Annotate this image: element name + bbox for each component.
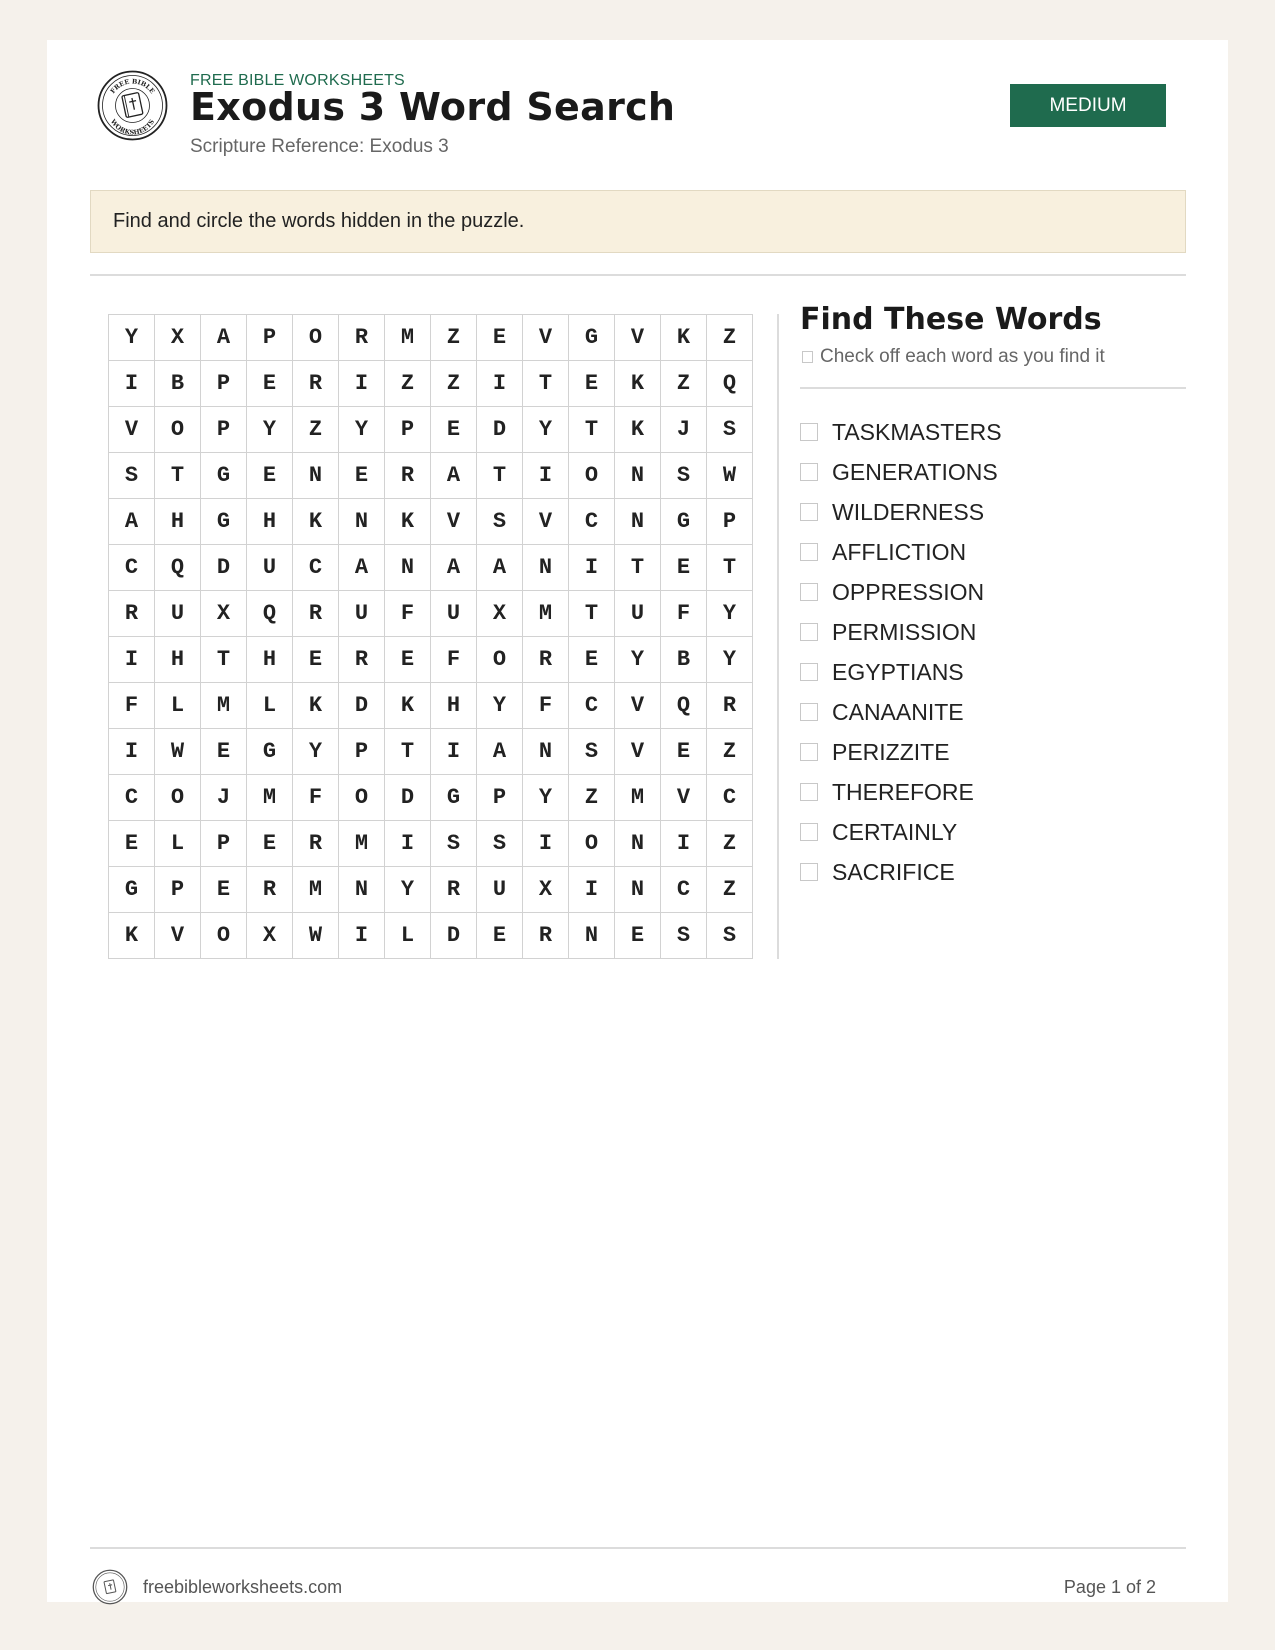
grid-cell[interactable]: K	[293, 683, 339, 729]
word-checkbox[interactable]	[800, 783, 818, 801]
grid-cell[interactable]: M	[201, 683, 247, 729]
grid-cell[interactable]: N	[615, 453, 661, 499]
grid-cell[interactable]: I	[109, 637, 155, 683]
grid-cell[interactable]: O	[339, 775, 385, 821]
worksheet-page	[47, 40, 1228, 1602]
grid-cell[interactable]: F	[109, 683, 155, 729]
word-checkbox[interactable]	[800, 663, 818, 681]
grid-cell[interactable]: U	[155, 591, 201, 637]
grid-cell[interactable]: J	[661, 407, 707, 453]
grid-cell[interactable]: D	[477, 407, 523, 453]
grid-cell[interactable]: Z	[385, 361, 431, 407]
grid-cell[interactable]: Z	[707, 729, 753, 775]
grid-cell[interactable]: S	[707, 913, 753, 959]
word-text: PERIZZITE	[832, 738, 950, 765]
grid-cell[interactable]: F	[523, 683, 569, 729]
grid-cell[interactable]: P	[477, 775, 523, 821]
grid-row	[109, 361, 753, 407]
grid-cell[interactable]: R	[293, 361, 339, 407]
grid-cell[interactable]: E	[247, 361, 293, 407]
word-list-subtitle-text: Check off each word as you find it	[820, 346, 1105, 367]
grid-cell[interactable]: I	[109, 361, 155, 407]
grid-cell[interactable]: V	[661, 775, 707, 821]
grid-cell[interactable]: R	[707, 683, 753, 729]
bible-seal-logo-icon	[97, 70, 168, 141]
word-list-item	[800, 572, 1002, 612]
grid-cell[interactable]: D	[339, 683, 385, 729]
grid-cell[interactable]: T	[523, 361, 569, 407]
grid-cell[interactable]: K	[661, 315, 707, 361]
grid-cell[interactable]: R	[339, 637, 385, 683]
grid-cell[interactable]: E	[109, 821, 155, 867]
word-list-item	[800, 692, 1002, 732]
grid-cell[interactable]: N	[523, 729, 569, 775]
grid-row	[109, 637, 753, 683]
grid-cell[interactable]: Q	[707, 361, 753, 407]
grid-cell[interactable]: X	[523, 867, 569, 913]
grid-cell[interactable]: V	[155, 913, 201, 959]
grid-cell[interactable]: O	[477, 637, 523, 683]
grid-cell[interactable]: G	[201, 499, 247, 545]
word-checkbox[interactable]	[800, 623, 818, 641]
grid-cell[interactable]: S	[109, 453, 155, 499]
logo-ring-bottom-text: WORKSHEETS	[108, 117, 157, 137]
grid-cell[interactable]: K	[615, 361, 661, 407]
word-list-item	[800, 612, 1002, 652]
grid-cell[interactable]: A	[477, 729, 523, 775]
grid-cell[interactable]: V	[615, 729, 661, 775]
grid-cell[interactable]: W	[293, 913, 339, 959]
grid-cell[interactable]: E	[247, 821, 293, 867]
grid-cell[interactable]: O	[201, 913, 247, 959]
grid-cell[interactable]: G	[661, 499, 707, 545]
grid-cell[interactable]: H	[247, 637, 293, 683]
grid-cell[interactable]: Z	[293, 407, 339, 453]
grid-cell[interactable]: I	[385, 821, 431, 867]
grid-row	[109, 683, 753, 729]
grid-cell[interactable]: C	[569, 683, 615, 729]
word-text: CANAANITE	[832, 698, 964, 725]
grid-cell[interactable]: U	[247, 545, 293, 591]
word-text: AFFLICTION	[832, 538, 967, 565]
grid-cell[interactable]: S	[569, 729, 615, 775]
grid-cell[interactable]: C	[707, 775, 753, 821]
grid-cell[interactable]: V	[523, 499, 569, 545]
grid-cell[interactable]: L	[155, 821, 201, 867]
grid-row	[109, 775, 753, 821]
grid-cell[interactable]: Y	[615, 637, 661, 683]
grid-cell[interactable]: H	[247, 499, 293, 545]
grid-cell[interactable]: D	[201, 545, 247, 591]
grid-cell[interactable]: Y	[523, 407, 569, 453]
grid-row	[109, 591, 753, 637]
grid-cell[interactable]: Y	[707, 637, 753, 683]
word-list-item	[800, 452, 1002, 492]
word-text: WILDERNESS	[832, 498, 985, 525]
grid-cell[interactable]: E	[431, 407, 477, 453]
grid-cell[interactable]: R	[339, 315, 385, 361]
grid-cell[interactable]: T	[155, 453, 201, 499]
grid-cell[interactable]: Q	[155, 545, 201, 591]
grid-cell[interactable]: N	[385, 545, 431, 591]
header-divider	[90, 274, 1186, 276]
grid-cell[interactable]: P	[201, 407, 247, 453]
grid-cell[interactable]: N	[339, 499, 385, 545]
grid-cell[interactable]: I	[661, 821, 707, 867]
grid-cell[interactable]: Y	[247, 407, 293, 453]
grid-cell[interactable]: U	[431, 591, 477, 637]
grid-cell[interactable]: F	[661, 591, 707, 637]
grid-cell[interactable]: K	[615, 407, 661, 453]
grid-cell[interactable]: R	[385, 453, 431, 499]
grid-cell[interactable]: S	[661, 913, 707, 959]
word-checkbox[interactable]	[800, 703, 818, 721]
grid-cell[interactable]: Q	[661, 683, 707, 729]
word-text: THEREFORE	[832, 778, 974, 805]
grid-cell[interactable]: L	[385, 913, 431, 959]
grid-cell[interactable]: Y	[707, 591, 753, 637]
grid-cell[interactable]: M	[293, 867, 339, 913]
grid-cell[interactable]: S	[661, 453, 707, 499]
grid-cell[interactable]: S	[477, 499, 523, 545]
grid-cell[interactable]: Y	[385, 867, 431, 913]
footer-site: freebibleworksheets.com	[143, 1577, 343, 1597]
grid-cell[interactable]: N	[569, 913, 615, 959]
grid-cell[interactable]: S	[431, 821, 477, 867]
grid-cell[interactable]: E	[477, 913, 523, 959]
grid-cell[interactable]: E	[385, 637, 431, 683]
column-divider	[777, 314, 779, 959]
grid-cell[interactable]: X	[247, 913, 293, 959]
word-checkbox[interactable]	[800, 543, 818, 561]
grid-cell[interactable]: M	[615, 775, 661, 821]
grid-cell[interactable]: G	[201, 453, 247, 499]
word-text: OPPRESSION	[832, 578, 985, 605]
instructions-box	[90, 190, 1186, 253]
grid-cell[interactable]: G	[569, 315, 615, 361]
grid-cell[interactable]: C	[293, 545, 339, 591]
grid-cell[interactable]: J	[201, 775, 247, 821]
grid-cell[interactable]: L	[155, 683, 201, 729]
scripture-reference: Scripture Reference: Exodus 3	[190, 136, 449, 157]
grid-cell[interactable]: R	[293, 821, 339, 867]
grid-cell[interactable]: U	[615, 591, 661, 637]
grid-cell[interactable]: L	[247, 683, 293, 729]
word-list-divider	[800, 387, 1186, 389]
word-checkbox[interactable]	[800, 423, 818, 441]
grid-row	[109, 867, 753, 913]
grid-cell[interactable]: I	[523, 821, 569, 867]
grid-cell[interactable]: K	[385, 683, 431, 729]
grid-cell[interactable]: R	[109, 591, 155, 637]
difficulty-badge: MEDIUM	[1010, 84, 1166, 127]
page-number: Page 1 of 2	[1063, 1577, 1156, 1597]
grid-cell[interactable]: P	[201, 361, 247, 407]
grid-cell[interactable]: E	[661, 729, 707, 775]
grid-cell[interactable]: T	[201, 637, 247, 683]
word-list-title: Find These Words	[800, 302, 1102, 337]
word-list-item	[800, 652, 1002, 692]
grid-cell[interactable]: P	[385, 407, 431, 453]
grid-cell[interactable]: Y	[523, 775, 569, 821]
grid-cell[interactable]: Z	[569, 775, 615, 821]
word-checkbox[interactable]	[800, 863, 818, 881]
grid-cell[interactable]: O	[155, 407, 201, 453]
word-list-item	[800, 532, 1002, 572]
grid-cell[interactable]: T	[385, 729, 431, 775]
grid-cell[interactable]: E	[293, 637, 339, 683]
grid-cell[interactable]: P	[707, 499, 753, 545]
grid-cell[interactable]: U	[477, 867, 523, 913]
grid-cell[interactable]: V	[615, 315, 661, 361]
grid-cell[interactable]: F	[293, 775, 339, 821]
grid-cell[interactable]: T	[569, 591, 615, 637]
word-checkbox[interactable]	[800, 743, 818, 761]
word-checkbox[interactable]	[800, 463, 818, 481]
grid-cell[interactable]: F	[385, 591, 431, 637]
grid-cell[interactable]: Q	[247, 591, 293, 637]
grid-cell[interactable]: A	[339, 545, 385, 591]
grid-cell[interactable]: I	[339, 913, 385, 959]
grid-cell[interactable]: E	[615, 913, 661, 959]
logo-ring-top-text: FREE BIBLE	[108, 77, 157, 96]
grid-row	[109, 729, 753, 775]
grid-cell[interactable]: E	[569, 361, 615, 407]
grid-cell[interactable]: T	[477, 453, 523, 499]
grid-cell[interactable]: B	[661, 637, 707, 683]
word-checkbox[interactable]	[800, 503, 818, 521]
grid-cell[interactable]: A	[201, 315, 247, 361]
grid-cell[interactable]: H	[155, 499, 201, 545]
word-text: CERTAINLY	[832, 818, 958, 845]
grid-cell[interactable]: P	[155, 867, 201, 913]
grid-cell[interactable]: Z	[431, 361, 477, 407]
grid-cell[interactable]: D	[431, 913, 477, 959]
word-search-grid	[108, 314, 753, 959]
grid-cell[interactable]: I	[431, 729, 477, 775]
word-list-item	[800, 732, 1002, 772]
grid-cell[interactable]: M	[247, 775, 293, 821]
word-checkbox[interactable]	[800, 583, 818, 601]
grid-cell[interactable]: V	[431, 499, 477, 545]
word-text: TASKMASTERS	[832, 418, 1002, 445]
grid-cell[interactable]: U	[339, 591, 385, 637]
grid-cell[interactable]: X	[201, 591, 247, 637]
word-list	[800, 412, 1002, 892]
grid-cell[interactable]: Y	[109, 315, 155, 361]
grid-cell[interactable]: Z	[707, 821, 753, 867]
grid-cell[interactable]: M	[385, 315, 431, 361]
grid-cell[interactable]: T	[707, 545, 753, 591]
grid-cell[interactable]: E	[201, 867, 247, 913]
grid-cell[interactable]: R	[247, 867, 293, 913]
grid-cell[interactable]: E	[339, 453, 385, 499]
word-list-item	[800, 812, 1002, 852]
grid-cell[interactable]: H	[155, 637, 201, 683]
grid-cell[interactable]: E	[661, 545, 707, 591]
grid-cell[interactable]: A	[431, 545, 477, 591]
grid-cell[interactable]: I	[569, 545, 615, 591]
grid-cell[interactable]: R	[293, 591, 339, 637]
grid-cell[interactable]: N	[293, 453, 339, 499]
word-text: EGYPTIANS	[832, 658, 964, 685]
grid-cell[interactable]: W	[707, 453, 753, 499]
grid-cell[interactable]: V	[523, 315, 569, 361]
grid-cell[interactable]: X	[155, 315, 201, 361]
checkbox-icon	[802, 351, 813, 363]
grid-cell[interactable]: T	[569, 407, 615, 453]
word-checkbox[interactable]	[800, 823, 818, 841]
grid-cell[interactable]: O	[569, 821, 615, 867]
grid-cell[interactable]: A	[431, 453, 477, 499]
word-list-subtitle	[802, 346, 1105, 368]
grid-cell[interactable]: G	[247, 729, 293, 775]
grid-cell[interactable]: R	[523, 913, 569, 959]
grid-cell[interactable]: K	[293, 499, 339, 545]
grid-cell[interactable]: N	[615, 821, 661, 867]
grid-cell[interactable]: E	[247, 453, 293, 499]
grid-cell[interactable]: P	[201, 821, 247, 867]
grid-cell[interactable]: M	[523, 591, 569, 637]
grid-cell[interactable]: I	[477, 361, 523, 407]
brand-label: FREE BIBLE WORKSHEETS	[190, 72, 405, 89]
grid-cell[interactable]: H	[431, 683, 477, 729]
word-text: SACRIFICE	[832, 858, 955, 885]
grid-cell[interactable]: P	[339, 729, 385, 775]
grid-cell[interactable]: C	[109, 545, 155, 591]
grid-cell[interactable]: W	[155, 729, 201, 775]
grid-cell[interactable]: E	[477, 315, 523, 361]
grid-row	[109, 499, 753, 545]
grid-cell[interactable]: N	[523, 545, 569, 591]
instructions-text: Find and circle the words hidden in the puzzle.	[113, 210, 525, 232]
grid-row	[109, 315, 753, 361]
grid-cell[interactable]: I	[569, 867, 615, 913]
grid-cell[interactable]: I	[339, 361, 385, 407]
grid-cell[interactable]: C	[109, 775, 155, 821]
grid-cell[interactable]: N	[339, 867, 385, 913]
grid-cell[interactable]: R	[523, 637, 569, 683]
grid-cell[interactable]: V	[615, 683, 661, 729]
word-list-item	[800, 412, 1002, 452]
grid-cell[interactable]: Z	[431, 315, 477, 361]
grid-cell[interactable]: Z	[707, 867, 753, 913]
grid-cell[interactable]: P	[247, 315, 293, 361]
footer-divider	[90, 1547, 1186, 1549]
grid-cell[interactable]: C	[569, 499, 615, 545]
grid-cell[interactable]: Y	[339, 407, 385, 453]
word-list-item	[800, 852, 1002, 892]
grid-cell[interactable]: E	[201, 729, 247, 775]
grid-row	[109, 913, 753, 959]
grid-cell[interactable]: Y	[477, 683, 523, 729]
grid-row	[109, 821, 753, 867]
grid-cell[interactable]: G	[431, 775, 477, 821]
grid-cell[interactable]: I	[523, 453, 569, 499]
grid-cell[interactable]: E	[569, 637, 615, 683]
grid-cell[interactable]: K	[109, 913, 155, 959]
grid-cell[interactable]: A	[477, 545, 523, 591]
footer-logo-icon	[92, 1569, 128, 1605]
grid-row	[109, 453, 753, 499]
grid-cell[interactable]: S	[477, 821, 523, 867]
grid-cell[interactable]: N	[615, 867, 661, 913]
grid-cell[interactable]: R	[431, 867, 477, 913]
word-text: GENERATIONS	[832, 458, 998, 485]
grid-cell[interactable]: N	[615, 499, 661, 545]
grid-cell[interactable]: O	[569, 453, 615, 499]
grid-row	[109, 545, 753, 591]
grid-cell[interactable]: T	[615, 545, 661, 591]
grid-cell[interactable]: Z	[707, 315, 753, 361]
grid-cell[interactable]: Z	[661, 361, 707, 407]
grid-cell[interactable]: Y	[293, 729, 339, 775]
grid-cell[interactable]: C	[661, 867, 707, 913]
word-list-item	[800, 492, 1002, 532]
grid-cell[interactable]: M	[339, 821, 385, 867]
grid-cell[interactable]: D	[385, 775, 431, 821]
grid-row	[109, 407, 753, 453]
page-title: Exodus 3 Word Search	[190, 85, 676, 129]
grid-cell[interactable]: O	[293, 315, 339, 361]
grid-cell[interactable]: B	[155, 361, 201, 407]
grid-cell[interactable]: S	[707, 407, 753, 453]
grid-cell[interactable]: V	[109, 407, 155, 453]
grid-cell[interactable]: X	[477, 591, 523, 637]
word-list-item	[800, 772, 1002, 812]
grid-cell[interactable]: G	[109, 867, 155, 913]
grid-cell[interactable]: A	[109, 499, 155, 545]
word-text: PERMISSION	[832, 618, 977, 645]
grid-cell[interactable]: F	[431, 637, 477, 683]
grid-cell[interactable]: O	[155, 775, 201, 821]
grid-cell[interactable]: K	[385, 499, 431, 545]
grid-cell[interactable]: I	[109, 729, 155, 775]
